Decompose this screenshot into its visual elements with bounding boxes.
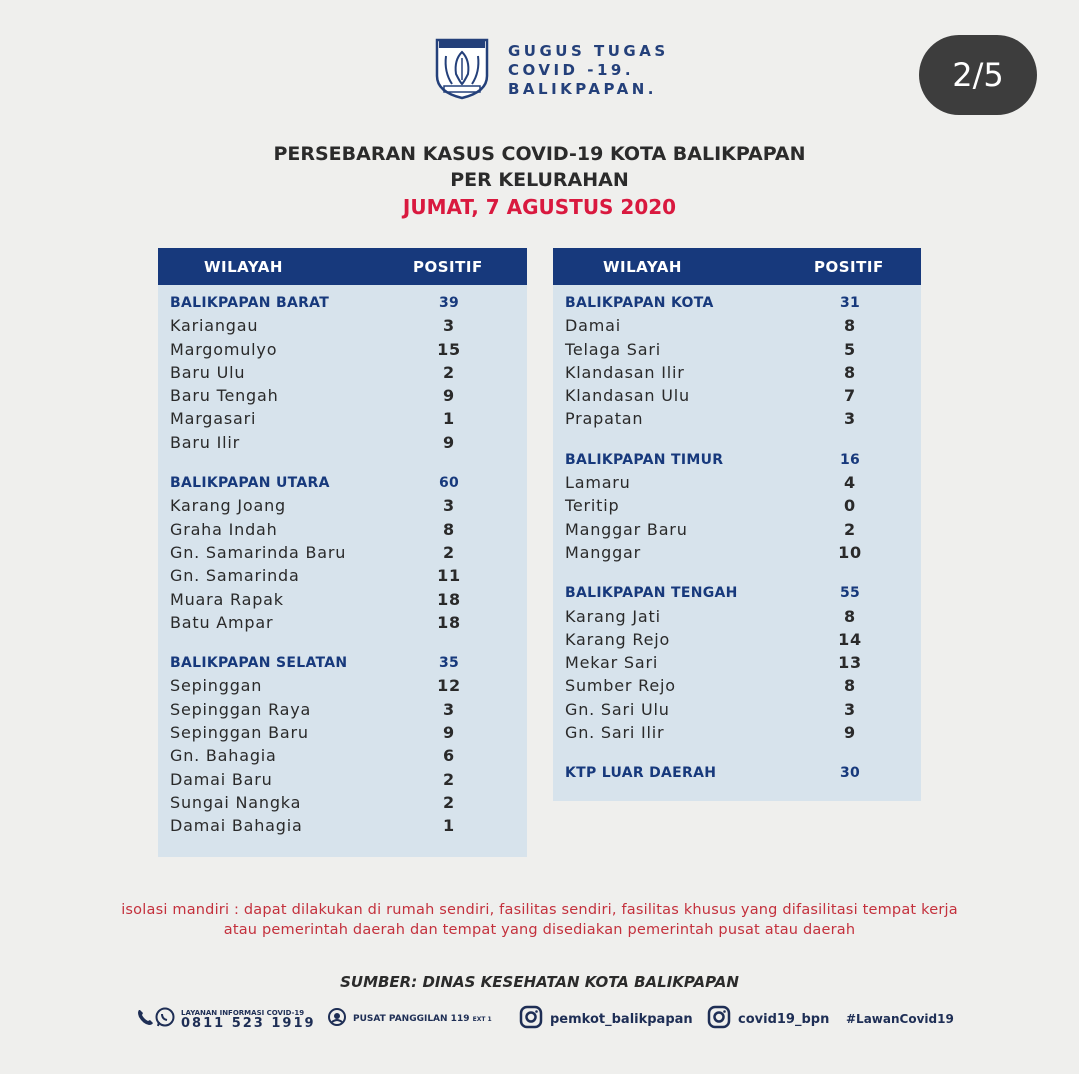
district-row [158, 471, 527, 494]
instagram-covid-link[interactable] [707, 1006, 829, 1032]
kelurahan-positive-count: 8 [844, 362, 856, 382]
district-total: 35 [438, 655, 460, 672]
kelurahan-row [158, 407, 527, 430]
kelurahan-name: Batu Ampar [170, 612, 274, 632]
kelurahan-name: Karang Jati [565, 606, 661, 626]
isolation-note-line-1: isolasi mandiri : dapat dilakukan di rumah sendiri, fasilitas sendiri, fasilitas khusus yang difasilitasi tempat kerja [121, 902, 958, 918]
kelurahan-name: Muara Rapak [170, 589, 284, 609]
kelurahan-row [158, 338, 527, 361]
district-total: 31 [839, 295, 861, 311]
kelurahan-row [553, 541, 921, 564]
kelurahan-positive-count: 2 [443, 542, 455, 562]
column-header-positif: POSITIF [814, 258, 884, 276]
kelurahan-positive-count: 18 [437, 589, 461, 609]
call-center-contact[interactable] [327, 1006, 492, 1032]
hashtag-text: #LawanCovid19 [846, 1012, 954, 1026]
kelurahan-positive-count: 7 [844, 386, 856, 406]
kelurahan-positive-count: 2 [844, 519, 856, 539]
kelurahan-row [158, 744, 527, 767]
kelurahan-row [553, 384, 921, 407]
kelurahan-name: Kariangau [170, 316, 259, 336]
kelurahan-name: Graha Indah [170, 519, 278, 539]
district-row [553, 581, 921, 604]
kelurahan-name: Damai Bahagia [170, 816, 303, 836]
group-spacer [158, 634, 527, 651]
kelurahan-name: Baru Tengah [170, 386, 279, 406]
district-name: BALIKPAPAN UTARA [170, 475, 330, 492]
right-table-body [553, 285, 921, 785]
district-total: 30 [839, 765, 861, 782]
kelurahan-name: Gn. Sari Ilir [565, 723, 665, 743]
org-name [508, 42, 669, 99]
hotline-contact[interactable] [135, 1006, 316, 1032]
kelurahan-positive-count: 12 [437, 676, 461, 696]
kelurahan-positive-count: 2 [443, 362, 455, 382]
balikpapan-city-emblem [434, 36, 490, 100]
left-case-table [158, 248, 527, 857]
column-header-positif: POSITIF [413, 258, 483, 276]
kelurahan-name: Mekar Sari [565, 653, 659, 673]
kelurahan-row [158, 384, 527, 407]
kelurahan-row [158, 314, 527, 337]
left-table-body [158, 285, 527, 838]
kelurahan-row [158, 674, 527, 697]
kelurahan-positive-count: 15 [437, 339, 461, 359]
kelurahan-positive-count: 9 [443, 432, 455, 452]
instagram-handle-covid: covid19_bpn [738, 1011, 830, 1027]
group-spacer [553, 564, 921, 581]
org-line-3: BALIKPAPAN. [508, 80, 658, 98]
kelurahan-positive-count: 3 [844, 409, 856, 429]
hashtag [846, 1006, 954, 1032]
kelurahan-name: Karang Joang [170, 496, 286, 516]
kelurahan-name: Sepinggan Raya [170, 699, 312, 719]
kelurahan-name: Damai [565, 316, 621, 336]
kelurahan-name: Gn. Sari Ulu [565, 699, 670, 719]
kelurahan-positive-count: 18 [437, 612, 461, 632]
kelurahan-row [553, 407, 921, 430]
kelurahan-row [553, 628, 921, 651]
kelurahan-name: Manggar Baru [565, 519, 688, 539]
kelurahan-row [553, 314, 921, 337]
kelurahan-name: Telaga Sari [565, 339, 661, 359]
kelurahan-row [553, 518, 921, 541]
kelurahan-positive-count: 3 [443, 699, 455, 719]
hotline-label: LAYANAN INFORMASI COVID-19 [181, 1008, 305, 1017]
district-total: 55 [839, 585, 861, 602]
district-row [158, 291, 527, 314]
group-spacer [158, 454, 527, 471]
instagram-pemkot-link[interactable] [519, 1006, 693, 1032]
kelurahan-row [158, 698, 527, 721]
district-name: BALIKPAPAN SELATAN [170, 655, 348, 672]
org-line-2: COVID -19. [508, 61, 635, 79]
kelurahan-positive-count: 8 [443, 519, 455, 539]
kelurahan-name: Sungai Nangka [170, 792, 302, 812]
kelurahan-name: Manggar [565, 542, 642, 562]
district-row [553, 448, 921, 471]
kelurahan-positive-count: 3 [844, 699, 856, 719]
kelurahan-positive-count: 9 [443, 723, 455, 743]
page-indicator[interactable]: 2/5 [919, 35, 1037, 115]
kelurahan-row [553, 721, 921, 744]
page-title-line-2: PER KELURAHAN [450, 169, 629, 191]
phone-whatsapp-icon [135, 1006, 177, 1032]
kelurahan-positive-count: 8 [844, 676, 856, 696]
table-header [158, 248, 527, 285]
kelurahan-positive-count: 11 [437, 566, 461, 586]
right-case-table [553, 248, 921, 801]
kelurahan-positive-count: 3 [443, 496, 455, 516]
kelurahan-positive-count: 14 [838, 629, 862, 649]
kelurahan-row [158, 494, 527, 517]
kelurahan-row [158, 721, 527, 744]
district-total: 16 [839, 451, 861, 468]
page-title-line-1: PERSEBARAN KASUS COVID-19 KOTA BALIKPAPAN [273, 143, 806, 165]
kelurahan-positive-count: 9 [443, 386, 455, 406]
kelurahan-positive-count: 10 [838, 542, 862, 562]
hotline-number: 0811 523 1919 [181, 1015, 316, 1031]
report-date: JUMAT, 7 AGUSTUS 2020 [402, 195, 677, 219]
kelurahan-row [158, 611, 527, 634]
kelurahan-positive-count: 5 [844, 339, 856, 359]
kelurahan-row [553, 651, 921, 674]
group-spacer [553, 744, 921, 761]
kelurahan-positive-count: 6 [443, 746, 455, 766]
kelurahan-row [158, 768, 527, 791]
kelurahan-name: Karang Rejo [565, 629, 671, 649]
district-total: 39 [438, 295, 460, 311]
district-name: KTP LUAR DAERAH [565, 765, 717, 782]
group-spacer [553, 431, 921, 448]
district-name: BALIKPAPAN KOTA [565, 295, 714, 311]
district-name: BALIKPAPAN BARAT [170, 295, 330, 311]
kelurahan-positive-count: 8 [844, 316, 856, 336]
kelurahan-row [553, 471, 921, 494]
district-row [553, 291, 921, 314]
kelurahan-row [553, 674, 921, 697]
kelurahan-positive-count: 0 [844, 496, 856, 516]
kelurahan-name: Baru Ilir [170, 432, 240, 452]
kelurahan-row [158, 361, 527, 384]
kelurahan-row [158, 431, 527, 454]
kelurahan-positive-count: 1 [443, 816, 455, 836]
kelurahan-positive-count: 8 [844, 606, 856, 626]
kelurahan-positive-count: 4 [844, 473, 856, 493]
kelurahan-row [158, 564, 527, 587]
district-name: BALIKPAPAN TIMUR [565, 451, 724, 468]
kelurahan-name: Teritip [565, 496, 620, 516]
kelurahan-row [158, 814, 527, 837]
kelurahan-name: Prapatan [565, 409, 644, 429]
kelurahan-row [158, 518, 527, 541]
column-header-wilayah: WILAYAH [603, 258, 682, 276]
district-row [158, 651, 527, 674]
kelurahan-positive-count: 1 [443, 409, 455, 429]
table-header [553, 248, 921, 285]
kelurahan-row [553, 698, 921, 721]
kelurahan-name: Gn. Bahagia [170, 746, 277, 766]
isolation-note-line-2: atau pemerintah daerah dan tempat yang disediakan pemerintah pusat atau daerah [223, 922, 856, 938]
district-name: BALIKPAPAN TENGAH [565, 585, 738, 602]
kelurahan-row [553, 605, 921, 628]
kelurahan-positive-count: 2 [443, 769, 455, 789]
instagram-icon [707, 1005, 731, 1033]
call-center-ext: EXT 1 [472, 1016, 492, 1023]
kelurahan-row [553, 494, 921, 517]
kelurahan-name: Sepinggan [170, 676, 263, 696]
district-total: 60 [438, 475, 460, 492]
kelurahan-positive-count: 2 [443, 792, 455, 812]
kelurahan-name: Baru Ulu [170, 362, 246, 382]
kelurahan-name: Damai Baru [170, 769, 273, 789]
kelurahan-row [553, 338, 921, 361]
district-row [553, 761, 921, 784]
kelurahan-name: Sumber Rejo [565, 676, 676, 696]
kelurahan-row [158, 791, 527, 814]
kelurahan-name: Gn. Samarinda [170, 566, 300, 586]
instagram-handle-pemkot: pemkot_balikpapan [550, 1011, 693, 1027]
kelurahan-positive-count: 9 [844, 723, 856, 743]
kelurahan-name: Margasari [170, 409, 257, 429]
kelurahan-positive-count: 3 [443, 316, 455, 336]
kelurahan-row [553, 361, 921, 384]
kelurahan-row [158, 588, 527, 611]
kelurahan-name: Klandasan Ilir [565, 362, 685, 382]
kelurahan-name: Sepinggan Baru [170, 723, 309, 743]
column-header-wilayah: WILAYAH [204, 258, 283, 276]
data-source: SUMBER: DINAS KESEHATAN KOTA BALIKPAPAN [340, 973, 739, 991]
call-center-label: PUSAT PANGGILAN 119 [353, 1014, 470, 1024]
footer-contacts [0, 1006, 1079, 1032]
kelurahan-row [158, 541, 527, 564]
operator-icon [327, 1007, 347, 1031]
kelurahan-name: Gn. Samarinda Baru [170, 542, 347, 562]
kelurahan-name: Klandasan Ulu [565, 386, 690, 406]
kelurahan-name: Lamaru [565, 473, 631, 493]
org-line-1: GUGUS TUGAS [508, 42, 669, 60]
kelurahan-name: Margomulyo [170, 339, 278, 359]
instagram-icon [519, 1005, 543, 1033]
kelurahan-positive-count: 13 [838, 653, 862, 673]
